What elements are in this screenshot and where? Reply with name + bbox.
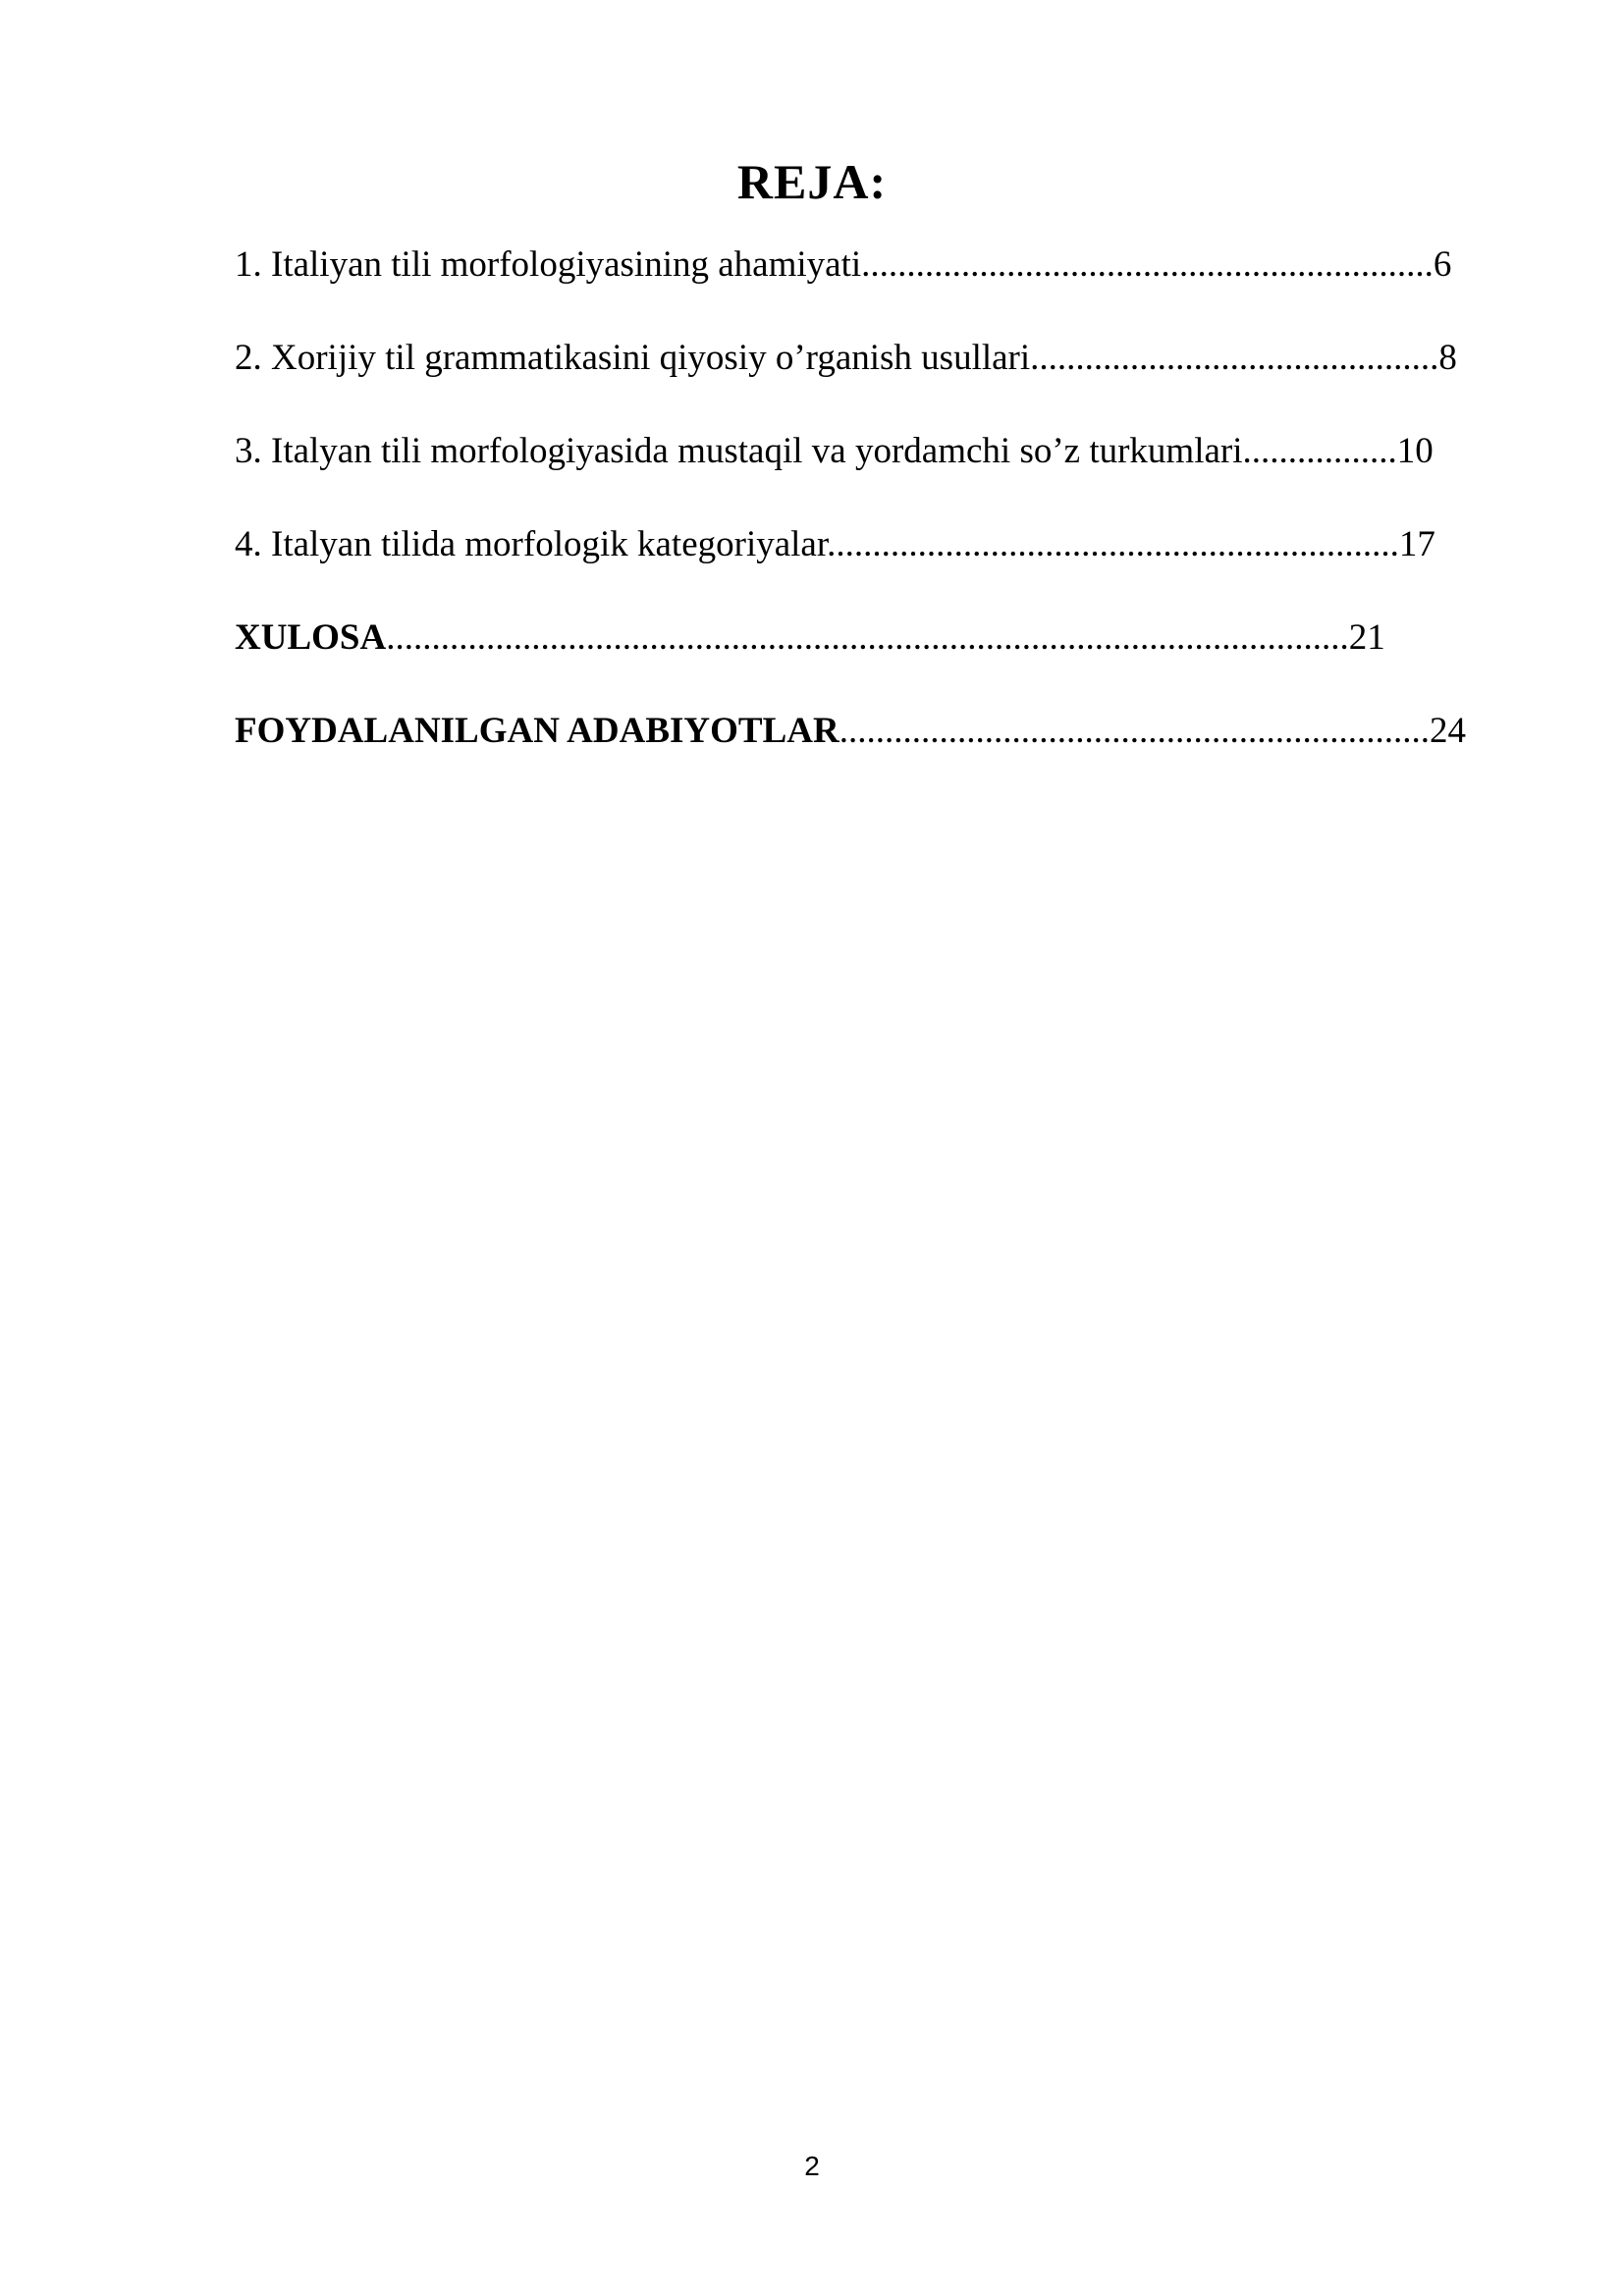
toc-entry-page: 24 <box>1429 711 1466 751</box>
toc-entry-page: 8 <box>1438 338 1457 378</box>
toc-entry-label: Xorijiy til grammatikasini qiyosiy o’rganish usullari <box>271 338 1031 378</box>
toc-entry-number: 3. <box>235 431 271 471</box>
toc-entry-number: 1. <box>235 244 271 285</box>
toc-entry-conclusion[interactable] <box>235 613 1570 664</box>
toc-entry-4[interactable] <box>235 519 1545 570</box>
toc-entry-page: 6 <box>1433 244 1452 285</box>
toc-entry-number: 2. <box>235 338 271 378</box>
toc-entry-label: Italyan tilida morfologik kategoriyalar <box>271 524 828 564</box>
toc-entry-page: 21 <box>1348 617 1385 658</box>
toc-leader-dots: ............................................. <box>1030 338 1439 378</box>
toc-entry-label: FOYDALANILGAN ADABIYOTLAR <box>235 711 839 751</box>
toc-entry-2[interactable] <box>235 333 1555 384</box>
toc-entry-number: 4. <box>235 524 271 564</box>
toc-leader-dots: ................. <box>1242 431 1397 471</box>
toc-entry-page: 10 <box>1396 431 1434 471</box>
toc-leader-dots: .......................................................................................................... <box>386 617 1349 658</box>
toc-entry-label: Italyan tili morfologiyasida mustaqil va yordamchi so’z turkumlari <box>271 431 1243 471</box>
toc-entry-label: Italiyan tili morfologiyasining ahamiyati <box>271 244 862 285</box>
toc-entry-1[interactable] <box>235 240 1550 291</box>
page-title: REJA: <box>736 154 888 209</box>
toc-entry-references[interactable] <box>235 706 1555 757</box>
toc-leader-dots: ................................................................. <box>839 711 1430 751</box>
toc-leader-dots: ............................................................... <box>861 244 1434 285</box>
toc-entry-label: XULOSA <box>235 617 387 658</box>
toc-entry-page: 17 <box>1398 524 1435 564</box>
toc-leader-dots: ............................................................... <box>827 524 1399 564</box>
toc-entry-3[interactable] <box>235 426 1531 477</box>
page-number: 2 <box>804 2151 820 2181</box>
